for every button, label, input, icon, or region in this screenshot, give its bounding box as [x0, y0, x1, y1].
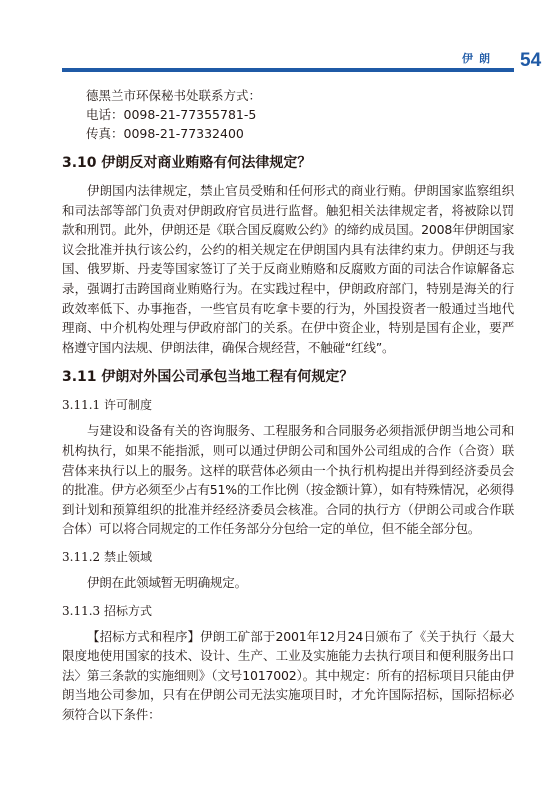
contact-block — [62, 86, 514, 143]
page-number: 54 — [520, 50, 542, 71]
contact-fax: 传真：0098-21-77332400 — [86, 126, 244, 141]
section-3-11-title: 3.11 伊朗对外国公司承包当地工程有何规定？ — [62, 369, 354, 386]
page-content — [62, 86, 514, 724]
subsection-3-11-3-body: 【招标方式和程序】伊朗工矿部于2001年12月24日颁布了《关于执行〈最大限度地使用国家的技术、设计、生产、工业及实施能力去执行项目和便利服务出口法〉第三条款的实施细则》（文号1017002）。其中规定：所有的招标项目只能由伊朗当地公司参加，只有在伊朗公司无法实施项目时，才允许国际招标，国际招标必须符合以下条件： — [62, 628, 514, 722]
header-rule — [62, 68, 514, 72]
subsection-3-11-2-title: 3.11.2 禁止领域 — [62, 549, 152, 564]
section-3-10-body: 伊朗国内法律规定，禁止官员受贿和任何形式的商业行贿。伊朗国家监察组织和司法部等部门负责对伊朗政府官员进行监督。触犯相关法律规定者，将被除以罚款和刑罚。此外，伊朗还是《联合国反腐败公约》的缔约成员国。2008年伊朗国家议会批准并执行该公约，公约的相关规定在伊朗国内具有法律约束力。伊朗还与我国、俄罗斯、丹麦等国家签订了关于反商业贿赂和反腐败方面的司法合作谅解备忘录，强调打击跨国商业贿赂行为。在实践过程中，伊朗政府部门，特别是海关的行政效率低下、办事拖沓，一些官员有吃拿卡要的行为，外国投资者一般通过当地代理商、中介机构处理与伊政府部门的关系。在伊中资企业，特别是国有企业，要严格遵守国内法规、伊朗法律，确保合规经营，不触碰“红线”。 — [62, 183, 514, 355]
subsection-3-11-1-title: 3.11.1 许可制度 — [62, 398, 152, 413]
subsection-3-11-3-title: 3.11.3 招标方式 — [62, 603, 152, 618]
contact-heading: 德黑兰市环保秘书处联系方式： — [86, 88, 262, 103]
subsection-3-11-1-body: 与建设和设备有关的咨询服务、工程服务和合同服务必须指派伊朗当地公司和机构执行，如果不能指派，则可以通过伊朗公司和国外公司组成的合作（合资）联营体来执行以上的服务。这样的联营体必须由一个执行机构提出并得到经济委员会的批准。伊方必须至少占有51%的工作比例（按金额计算），如有特殊情况，必须得到计划和预算组织的批准并经经济委员会核准。合同的执行方（伊朗公司或合作联合体）可以将合同规定的工作任务部分分包给一定的单位，但不能全部分包。 — [62, 423, 514, 537]
running-head: 伊朗 — [462, 52, 496, 65]
subsection-3-11-2-body: 伊朗在此领域暂无明确规定。 — [87, 574, 247, 590]
section-3-10-title: 3.10 伊朗反对商业贿赂有何法律规定？ — [62, 155, 312, 171]
contact-phone: 电话：0098-21-77355781-5 — [86, 107, 257, 122]
